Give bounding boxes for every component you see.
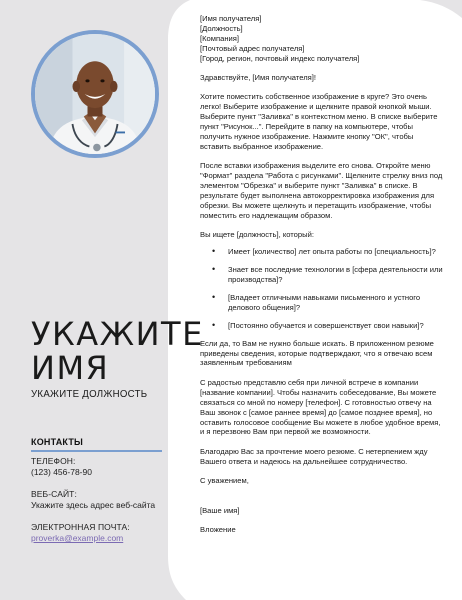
website-value[interactable]: Укажите здесь адрес веб-сайта <box>31 500 156 510</box>
paragraph-interview-request[interactable]: С радостью представлю себя при личной встрече в компании [название компании]. Чтобы назначить собеседование, Вы можете связаться со мной по номеру [телефон]. С готовностью отвечу на Ваш звонок с [самое раннее время] до [самое позднее время], но оставить голосовое сообщение Вы можете в любое удобное время, и я перезвоню Вам при первой же возможности. <box>200 377 441 437</box>
list-item[interactable]: • Имеет [количество] лет опыта работы по [специальность]? <box>228 247 446 257</box>
closing[interactable]: С уважением, <box>200 476 249 486</box>
paragraph-resume-attached[interactable]: Если да, то Вам не нужно больше искать. В приложенном резюме приведены сведения, которые подтверждают, что я отвечаю всем заявленным требованиям <box>200 338 434 368</box>
email-link[interactable]: proverka@example.com <box>31 533 124 543</box>
doctor-portrait-image <box>35 34 155 154</box>
recipient-position: [Должность] <box>200 23 243 33</box>
recipient-company: [Компания] <box>200 33 239 43</box>
contacts-divider <box>31 450 162 452</box>
signature-name[interactable]: [Ваше имя] <box>200 506 240 516</box>
list-item[interactable]: • [Постоянно обучается и совершенствует свои навыки]? <box>228 321 446 331</box>
contacts-heading: КОНТАКТЫ <box>31 437 84 447</box>
website-label: ВЕБ-САЙТ: <box>31 489 77 499</box>
paragraph-looking-for[interactable]: Вы ищете [должность], который: <box>200 230 314 240</box>
name-line-2: ИМЯ <box>31 349 110 387</box>
enclosure-note[interactable]: Вложение <box>200 525 236 535</box>
qualifications-list <box>200 247 446 330</box>
list-item[interactable]: • Знает все последние технологии в [сфера деятельности или производства]? <box>228 265 446 285</box>
list-item[interactable]: • [Владеет отличными навыками письменного и устного делового общения]? <box>228 293 446 313</box>
paragraph-thank-you[interactable]: Благодарю Вас за прочтение моего резюме. С нетерпением жду Вашего ответа и надеюсь на дальнейшее сотрудничество. <box>200 446 428 466</box>
recipient-street: [Почтовый адрес получателя] <box>200 43 305 53</box>
email-label: ЭЛЕКТРОННАЯ ПОЧТА: <box>31 522 130 532</box>
paragraph-photo-instructions[interactable]: Хотите поместить собственное изображение в круге? Это очень легко! Выберите изображение и щелкните правой кнопкой мыши. Выберите пункт "Заливка" в контекстном меню. В списке выберите пункт "Рисунок...". Перейдите в папку на компьютере, чтобы получить нужное изображение. Нажмите кнопку "ОК", чтобы вставить выбранное изображение. <box>200 92 438 151</box>
name-line-1: УКАЖИТЕ <box>31 315 204 353</box>
recipient-name: [Имя получателя] <box>200 14 262 23</box>
job-title[interactable]: УКАЖИТЕ ДОЛЖНОСТЬ <box>31 388 148 400</box>
phone-value[interactable]: (123) 456-78-90 <box>31 467 92 477</box>
applicant-name[interactable] <box>31 315 204 387</box>
recipient-city: [Город, регион, почтовый индекс получателя] <box>200 53 360 63</box>
cover-letter-body <box>200 14 446 545</box>
phone-label: ТЕЛЕФОН: <box>31 456 76 466</box>
profile-photo[interactable] <box>31 30 159 158</box>
recipient-address-block[interactable] <box>200 14 446 64</box>
greeting[interactable]: Здравствуйте, [Имя получателя]! <box>200 73 316 83</box>
paragraph-crop-instructions[interactable]: После вставки изображения выделите его снова. Откройте меню "Формат" раздела "Работа с рисунками". Щелкните стрелку вниз под элементом "Обрезка" и выберите пункт "Заливка" в списке. В результате будет выполнена автокорректировка изображения для обрезки. Вы можете щелкнуть и перетащить изображение, чтобы поместить его надлежащим образом. <box>200 161 443 220</box>
